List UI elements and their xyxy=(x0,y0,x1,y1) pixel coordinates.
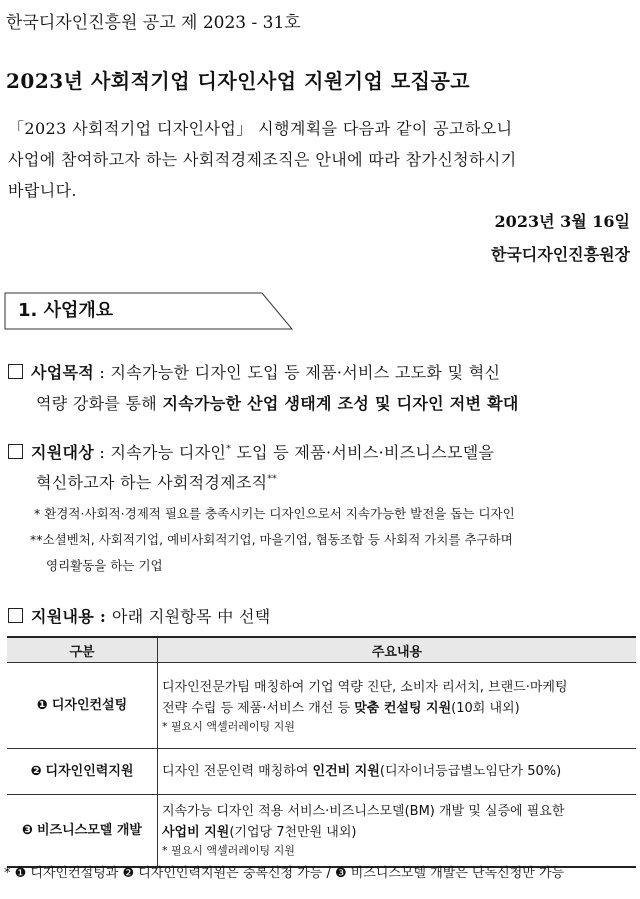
notice-date: 2023년 3월 16일 xyxy=(494,212,630,231)
row-label: ❶ 디자인컨설팅 xyxy=(7,663,158,749)
intro-line-2: 사업에 참여하고자 하는 사회적경제조직은 안내에 따라 참가신청하시기 xyxy=(8,150,517,169)
row-label: ❷ 디자인인력지원 xyxy=(7,749,158,795)
content-text: 아래 지원항목 中 선택 xyxy=(111,607,271,626)
number-1-icon: ❶ xyxy=(36,698,48,713)
target-line-1: 지원대상 : 지속가능 디자인* 도입 등 제품·서비스·비즈니스모델을 xyxy=(8,440,494,463)
row-content: 디자인전문가팀 매칭하여 기업 역량 진단, 소비자 리서치, 브랜드·마케팅 전략 수립 등 제품·서비스 개선 등 맞춤 컨설팅 지원(10회 내외) * 필요시 액셀러레이팅 지원 xyxy=(158,663,637,749)
intro-line-3: 바랍니다. xyxy=(8,181,77,200)
checkbox-icon xyxy=(8,444,23,459)
row-content: 지속가능 디자인 적용 서비스·비즈니스모델(BM) 개발 및 실증에 필요한 사업비 지원(기업당 7천만원 내외) * 필요시 액셀러레이팅 지원 xyxy=(158,795,637,867)
purpose-line-1: 사업목적 : 지속가능한 디자인 도입 등 제품·서비스 고도화 및 혁신 xyxy=(8,360,500,383)
number-3-icon: ❸ xyxy=(21,822,33,838)
target-note-2: **소셜벤처, 사회적기업, 예비사회적기업, 마을기업, 협동조합 등 사회적 가치를 추구하며 xyxy=(30,532,513,547)
page-title: 2023년 사회적기업 디자인사업 지원기업 모집공고 xyxy=(6,69,471,93)
purpose-label: 사업목적 xyxy=(31,363,95,382)
target-note-3: 영리활동을 하는 기업 xyxy=(46,558,163,573)
target-label: 지원대상 xyxy=(31,443,95,462)
row-content: 디자인 전문인력 매칭하여 인건비 지원(디자이너등급별노임단가 50%) xyxy=(158,749,637,795)
checkbox-icon xyxy=(8,608,23,623)
intro-line-1: 「2023 사회적기업 디자인사업」 시행계획을 다음과 같이 공고하오니 xyxy=(8,119,513,138)
table-row xyxy=(7,749,636,795)
issuer-name: 한국디자인진흥원장 xyxy=(490,245,630,264)
content-label: 지원내용 xyxy=(31,607,95,626)
notice-number: 한국디자인진흥원 공고 제 2023 - 31호 xyxy=(6,13,301,33)
table-header-content: 주요내용 xyxy=(158,637,637,663)
table-header-row xyxy=(7,637,636,663)
footnote: * ❶ 디자인컨설팅과 ❷ 디자인인력지원은 중복신청 가능 / ❸ 비즈니스모델 개발은 단독신청만 가능 xyxy=(4,866,565,881)
purpose-line-2: 역량 강화를 통해 지속가능한 산업 생태계 조성 및 디자인 저변 확대 xyxy=(36,394,519,413)
content-line: 지원내용 : 아래 지원항목 中 선택 xyxy=(8,604,271,627)
purpose-text: 지속가능한 디자인 도입 등 제품·서비스 고도화 및 혁신 xyxy=(110,363,501,382)
table-row xyxy=(7,663,636,749)
section-title: 1. 사업개요 xyxy=(18,300,114,321)
support-table xyxy=(7,636,636,868)
target-note-1: * 환경적·사회적·경제적 필요를 충족시키는 디자인으로서 지속가능한 발전을 돕는 디자인 xyxy=(34,506,515,521)
purpose-highlight: 지속가능한 산업 생태계 조성 및 디자인 저변 확대 xyxy=(162,394,519,413)
table-header-category: 구분 xyxy=(7,637,158,663)
checkbox-icon xyxy=(8,364,23,379)
row-label: ❸ 비즈니스모델 개발 xyxy=(7,795,158,867)
table-row xyxy=(7,795,636,867)
target-line-2: 혁신하고자 하는 사회적경제조직** xyxy=(36,473,277,492)
number-2-icon: ❷ xyxy=(30,764,42,779)
